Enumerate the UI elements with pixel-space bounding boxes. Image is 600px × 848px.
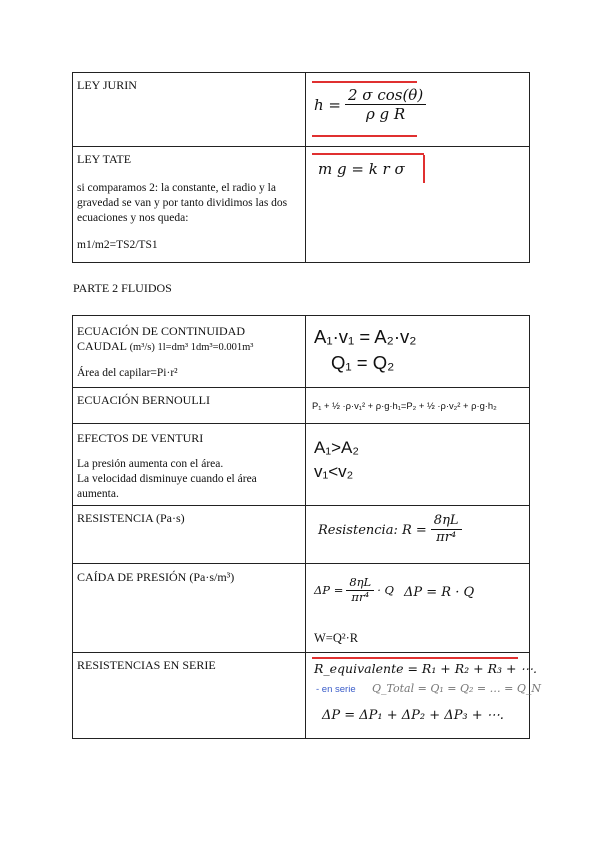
formula-potencia: W=Q²·R	[314, 631, 359, 646]
formula-caudales: Q₁ = Q₂	[331, 352, 395, 373]
formula-serie-cell	[306, 653, 541, 739]
table-fluidos	[72, 315, 541, 739]
label-bernoulli: ECUACIÓN BERNOULLI	[77, 393, 210, 407]
tate-result: m1/m2=TS2/TS1	[77, 239, 158, 252]
formula-resistencia-cell	[306, 506, 530, 564]
formula-jurin-denominator: ρ g R	[365, 105, 406, 124]
table-row	[73, 388, 530, 424]
formula-jurin-lhs: h =	[314, 96, 341, 115]
formula-caida-numerator: 8ηL	[346, 576, 374, 590]
label-bernoulli-cell	[73, 388, 306, 424]
formula-resistencia-lhs: Resistencia: R =	[318, 522, 427, 538]
label-ley-tate: LEY TATE	[77, 152, 132, 166]
table-leyes	[72, 72, 530, 263]
formula-caida	[314, 576, 394, 604]
label-continuidad: ECUACIÓN DE CONTINUIDAD	[77, 324, 245, 338]
formula-caida-tail: · Q	[377, 583, 394, 598]
red-underline	[312, 135, 417, 137]
label-caida-cell	[73, 564, 306, 653]
formula-caida-denominator: πr⁴	[351, 589, 370, 604]
formula-jurin	[314, 87, 426, 123]
label-ley-tate-cell	[73, 147, 306, 263]
table-row	[73, 316, 530, 388]
formula-continuidad: A₁·v₁ = A₂·v₂	[314, 326, 417, 347]
formula-resistencia-fraction	[431, 514, 462, 546]
red-underline	[312, 153, 424, 155]
formula-requivalente: R_equivalente = R₁ + R₂ + R₃ + ⋯.	[314, 661, 537, 677]
venturi-note-presion: La presión aumenta con el área.	[77, 457, 224, 470]
formula-jurin-fraction	[345, 87, 426, 123]
formula-tate-cell	[306, 147, 530, 263]
formula-resistencia-denominator: πr⁴	[436, 530, 457, 546]
formula-deltap-serie: ΔP = ΔP₁ + ΔP₂ + ΔP₃ + ⋯.	[322, 708, 504, 724]
formula-jurin-numerator: 2 σ cos(θ)	[345, 87, 426, 105]
label-en-serie: - en serie	[316, 684, 356, 696]
label-serie-cell	[73, 653, 306, 739]
formula-caida-lhs: ΔP =	[314, 583, 344, 598]
formula-qtotal: Q_Total = Q₁ = Q₂ = … = Q_N	[372, 682, 541, 696]
area-capilar: Área del capilar=Pi·r²	[77, 367, 178, 380]
red-cursor-bar	[423, 155, 425, 183]
label-venturi: EFECTOS DE VENTURI	[77, 431, 204, 445]
label-resistencia: RESISTENCIA (Pa·s)	[77, 511, 185, 526]
venturi-note-velocidad: La velocidad disminuye cuando el área aumenta.	[77, 472, 257, 500]
label-continuidad-cell	[73, 316, 306, 388]
label-ley-jurin: LEY JURIN	[77, 78, 137, 92]
formula-caida-fraction	[346, 576, 374, 604]
formula-jurin-cell	[306, 73, 530, 147]
red-underline	[312, 81, 417, 83]
formula-bernoulli-cell	[306, 388, 530, 424]
formula-areas: A₁>A₂	[314, 438, 359, 457]
label-caudal-line	[77, 339, 301, 355]
table-row	[73, 653, 530, 739]
formula-bernoulli: P₁ + ½ ·ρ·v₁² + ρ·g·h₁=P₂ + ½ ·ρ·v₂² + ρ·g·h₂	[312, 400, 497, 411]
formula-velocidades: v₁<v₂	[314, 462, 354, 481]
label-ley-jurin-cell	[73, 73, 306, 147]
label-resistencias-serie: RESISTENCIAS EN SERIE	[77, 658, 216, 673]
formula-tate: m g = k r σ	[318, 160, 405, 178]
label-resistencia-cell	[73, 506, 306, 564]
section-heading: PARTE 2 FLUIDOS	[73, 281, 172, 295]
label-venturi-cell	[73, 424, 306, 506]
formula-caida-cell	[306, 564, 530, 653]
caudal-units: (m³/s) 1l=dm³ 1dm³=0.001m³	[129, 341, 254, 353]
table-row	[73, 506, 530, 564]
table-row	[73, 564, 530, 653]
table-row	[73, 424, 530, 506]
label-caida-presion: CAÍDA DE PRESIÓN (Pa·s/m³)	[77, 570, 235, 585]
table-row	[73, 73, 530, 147]
formula-venturi-cell	[306, 424, 530, 506]
tate-note: si comparamos 2: la constante, el radio y la gravedad se van y por tanto dividimos las dos ecuaciones y nos queda:	[77, 181, 288, 224]
formula-resistencia	[318, 514, 462, 546]
formula-continuidad-cell	[306, 316, 530, 388]
red-underline	[312, 657, 518, 659]
label-caudal: CAUDAL	[77, 338, 127, 353]
formula-resistencia-numerator: 8ηL	[431, 514, 462, 530]
table-row	[73, 147, 530, 263]
formula-caida-rq: ΔP = R · Q	[404, 585, 475, 601]
